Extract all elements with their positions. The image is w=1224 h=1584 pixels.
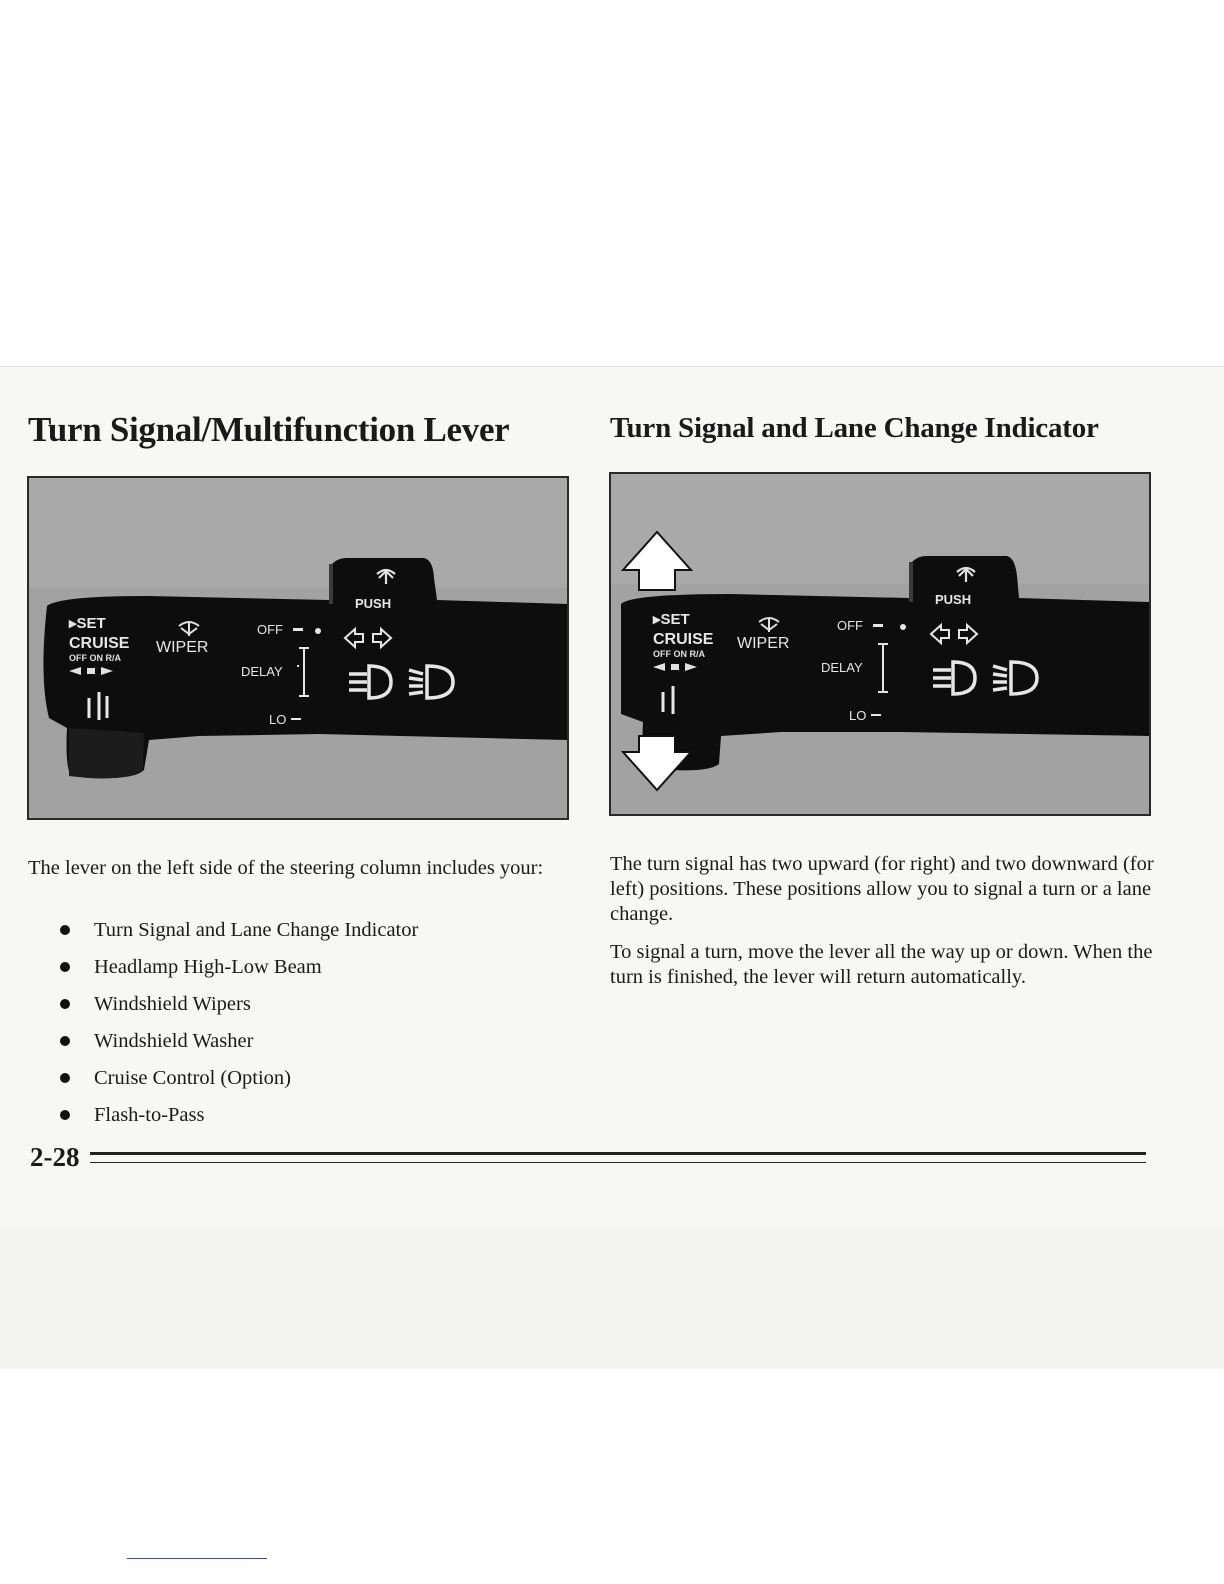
delay-label: DELAY — [821, 660, 863, 675]
footer-rule-thin — [90, 1162, 1146, 1163]
list-item — [58, 953, 418, 990]
list-item-text: Flash-to-Pass — [94, 1104, 205, 1126]
bullet-icon — [60, 962, 70, 972]
left-intro-text: The lever on the left side of the steering column includes your: — [28, 857, 544, 879]
set-label: ▸SET — [69, 615, 106, 632]
bottom-underline-divider — [127, 1558, 267, 1559]
off-label: OFF — [257, 622, 283, 637]
bullet-icon — [60, 1110, 70, 1120]
list-item — [58, 1064, 418, 1101]
wiper-label: WIPER — [737, 635, 790, 652]
cruise-label: CRUISE — [69, 635, 130, 652]
list-item-text: Headlamp High-Low Beam — [94, 956, 322, 978]
lever-illustration — [29, 478, 567, 818]
turn-signal-lever-photo — [609, 472, 1151, 816]
bullet-icon — [60, 1073, 70, 1083]
bullet-icon — [60, 999, 70, 1009]
list-item — [58, 1027, 418, 1064]
push-label: PUSH — [935, 592, 972, 607]
wiper-label: WIPER — [156, 639, 209, 656]
right-section-title: Turn Signal and Lane Change Indicator — [610, 412, 1099, 444]
page-number: 2-28 — [30, 1142, 80, 1172]
delay-label: DELAY — [241, 664, 283, 679]
cruise-label: CRUISE — [653, 631, 714, 648]
lever-features-list — [58, 916, 418, 1138]
bullet-icon — [60, 925, 70, 935]
cruise-positions-label: OFF ON R/A — [69, 653, 121, 663]
left-section-title: Turn Signal/Multifunction Lever — [28, 410, 510, 449]
list-item-text: Cruise Control (Option) — [94, 1067, 292, 1089]
set-label: ▸SET — [653, 611, 690, 628]
off-label: OFF — [837, 618, 863, 633]
list-item-text: Turn Signal and Lane Change Indicator — [94, 919, 419, 941]
cruise-positions-label: OFF ON R/A — [653, 649, 705, 659]
turn-signal-positions-paragraph: The turn signal has two upward (for right) and two downward (for left) positions. These positions allow you to signal a turn or a lane change. — [610, 853, 1154, 925]
multifunction-lever-photo — [27, 476, 569, 820]
bullet-icon — [60, 1036, 70, 1046]
list-item — [58, 1101, 418, 1138]
turn-signal-illustration — [611, 474, 1149, 814]
signal-turn-paragraph: To signal a turn, move the lever all the way up or down. When the turn is finished, the lever will return automatically. — [610, 941, 1153, 988]
lo-label: LO — [849, 708, 867, 723]
list-item — [58, 990, 418, 1027]
below-page-band — [0, 1227, 1224, 1369]
lo-label: LO — [269, 712, 287, 727]
list-item-text: Windshield Wipers — [94, 993, 251, 1015]
push-label: PUSH — [355, 596, 392, 611]
list-item-text: Windshield Washer — [94, 1030, 254, 1052]
list-item — [58, 916, 418, 953]
footer-rule — [90, 1152, 1146, 1155]
